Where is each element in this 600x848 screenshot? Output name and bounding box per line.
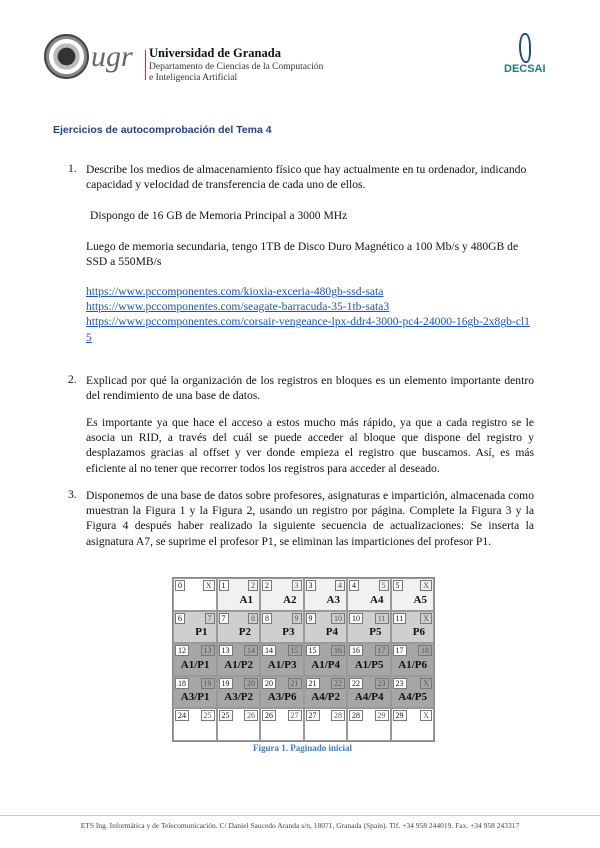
next-page-pointer: 10 [331, 613, 345, 624]
page-cell [260, 676, 304, 709]
record-label: A4/P2 [311, 691, 340, 704]
page-cell [391, 578, 435, 611]
page-number: 6 [175, 613, 185, 624]
next-page-pointer: 8 [248, 613, 258, 624]
page-number: 2 [262, 580, 272, 591]
page-number: 26 [262, 710, 276, 721]
record-label: A1 [239, 593, 253, 606]
next-page-pointer: 13 [201, 645, 215, 656]
next-page-pointer: X [420, 710, 432, 721]
link-ram[interactable]: https://www.pccomponentes.com/corsair-vengeance-lpx-ddr4-3000-pc4-24000-16gb-2x8gb-cl15 [86, 315, 530, 344]
q1-number: 1. [68, 162, 77, 175]
next-page-pointer: 4 [335, 580, 345, 591]
record-label: A1/P6 [398, 658, 427, 671]
record-label: P5 [369, 626, 382, 639]
page-cell [304, 676, 348, 709]
q1-answer-ram: Dispongo de 16 GB de Memoria Principal a 3000 MHz [90, 209, 348, 222]
ugr-crest-logo [44, 34, 89, 79]
page-cell [217, 708, 261, 741]
page-number: 10 [349, 613, 363, 624]
next-page-pointer: 25 [201, 710, 215, 721]
q2-answer: Es importante ya que hace el acceso a estos mucho más rápido, ya que a cada registro se le asocia un RID, a través del cuál se puede acceder al bloque que dispone del registro y desplazamos gracias al offset y ver donde empieza el registro que buscamos. Así, es más eficiente al no tener que recorrer todos los registros para acceder al deseado. [86, 416, 534, 475]
figure-1-page-grid [172, 577, 435, 742]
next-page-pointer: 17 [375, 645, 389, 656]
page-cell [304, 708, 348, 741]
page-cell [304, 611, 348, 644]
record-label: A2 [283, 593, 297, 606]
department-line2: e Inteligencia Artificial [149, 73, 238, 83]
page-cell [217, 676, 261, 709]
page-number: 0 [175, 580, 185, 591]
page-cell [347, 611, 391, 644]
page-cell [260, 643, 304, 676]
page-cell [347, 643, 391, 676]
q3-text: Disponemos de una base de datos sobre profesores, asignaturas e impartición, almacenada como muestran la Figura 1 y la Figura 2, usando un registro por página. Complete la Figura 3 y la Figura 4 después haber realizado la siguiente secuencia de actualizaciones: Se inserta la asignatura A7, se suprime el profesor P1, se eliminan las imparticiones del profesor P1. [86, 489, 534, 548]
next-page-pointer: 11 [375, 613, 389, 624]
page-number: 22 [349, 678, 363, 689]
page-cell [304, 643, 348, 676]
record-label: A1/P4 [311, 658, 340, 671]
page-number: 27 [306, 710, 320, 721]
link-ssd[interactable]: https://www.pccomponentes.com/kioxia-exceria-480gb-ssd-sata [86, 285, 384, 298]
next-page-pointer: 23 [375, 678, 389, 689]
page-cell [347, 578, 391, 611]
record-label: A4 [370, 593, 384, 606]
next-page-pointer: 16 [331, 645, 345, 656]
next-page-pointer: 29 [375, 710, 389, 721]
page-cell [260, 578, 304, 611]
page-number: 19 [219, 678, 233, 689]
next-page-pointer: 28 [331, 710, 345, 721]
page-number: 3 [306, 580, 316, 591]
page-cell [391, 708, 435, 741]
page-number: 29 [393, 710, 407, 721]
q2-number: 2. [68, 373, 77, 386]
department-line1: Departamento de Ciencias de la Computación [149, 62, 324, 72]
page-cell [173, 676, 217, 709]
q1-links [86, 284, 534, 345]
record-label: A3 [326, 593, 340, 606]
page-cell [260, 708, 304, 741]
page-cell [304, 578, 348, 611]
decsai-logo-text: DECSAI [504, 63, 546, 75]
page-cell [347, 708, 391, 741]
next-page-pointer: 18 [418, 645, 432, 656]
page-cell [217, 611, 261, 644]
footer-text: ETS Ing. Informática y de Telecomunicación. C/ Daniel Saucedo Aranda s/n, 18071, Granada (Spain). Tlf. +34 958 244019. Fax. +34 958 243317 [80, 821, 520, 830]
page-number: 23 [393, 678, 407, 689]
page-number: 11 [393, 613, 407, 624]
next-page-pointer: 3 [292, 580, 302, 591]
link-hdd[interactable]: https://www.pccomponentes.com/seagate-barracuda-35-1tb-sata3 [86, 300, 390, 314]
record-label: P4 [325, 626, 338, 639]
page-number: 4 [349, 580, 359, 591]
page-number: 15 [306, 645, 320, 656]
ugr-logo-text: ugr [91, 40, 133, 73]
record-label: P2 [238, 626, 251, 639]
record-label: A5 [413, 593, 427, 606]
page-title: Ejercicios de autocomprobación del Tema 4 [53, 124, 272, 136]
next-page-pointer: X [420, 613, 432, 624]
next-page-pointer: 26 [244, 710, 258, 721]
page-cell [391, 676, 435, 709]
page-cell [173, 578, 217, 611]
page-number: 20 [262, 678, 276, 689]
page-number: 12 [175, 645, 189, 656]
next-page-pointer: 27 [288, 710, 302, 721]
record-label: A1/P3 [267, 658, 297, 671]
page-number: 17 [393, 645, 407, 656]
page-number: 5 [393, 580, 403, 591]
next-page-pointer: 22 [331, 678, 345, 689]
next-page-pointer: 7 [205, 613, 215, 624]
q2-text: Explicad por qué la organización de los registros en bloques es un elemento importante dentro del rendimiento de una base de datos. [86, 374, 534, 403]
record-label: P1 [195, 626, 208, 639]
footer-rule [0, 815, 600, 816]
page-cell [260, 611, 304, 644]
header-divider [145, 50, 146, 80]
q3-number: 3. [68, 488, 77, 501]
page-cell [173, 708, 217, 741]
next-page-pointer: 5 [379, 580, 389, 591]
page-number: 7 [219, 613, 229, 624]
page-number: 9 [306, 613, 316, 624]
page-number: 21 [306, 678, 320, 689]
next-page-pointer: 14 [244, 645, 258, 656]
page-number: 8 [262, 613, 272, 624]
next-page-pointer: X [203, 580, 215, 591]
university-name: Universidad de Granada [149, 46, 281, 60]
page-number: 25 [219, 710, 233, 721]
page-number: 14 [262, 645, 276, 656]
next-page-pointer: 21 [288, 678, 302, 689]
page-number: 24 [175, 710, 189, 721]
page-cell [347, 676, 391, 709]
record-label: A4/P4 [354, 691, 384, 704]
record-label: A1/P5 [354, 658, 384, 671]
record-label: P3 [282, 626, 295, 639]
figure-1-caption: Figura 1. Paginado inicial [252, 743, 352, 753]
q1-text: Describe los medios de almacenamiento físico que hay actualmente en tu ordenador, indicando capacidad y velocidad de transferencia de cada uno de ellos. [86, 163, 527, 192]
next-page-pointer: 15 [288, 645, 302, 656]
page-cell [391, 643, 435, 676]
page-number: 18 [175, 678, 189, 689]
page-number: 16 [349, 645, 363, 656]
next-page-pointer: 19 [201, 678, 215, 689]
page-number: 1 [219, 580, 229, 591]
next-page-pointer: X [420, 580, 432, 591]
q1-answer-storage: Luego de memoria secundaria, tengo 1TB de Disco Duro Magnético a 100 Mb/s y 480GB de SSD a 550MB/s [86, 240, 519, 269]
record-label: A1/P1 [180, 658, 210, 671]
record-label: A4/P5 [398, 691, 427, 704]
page-cell [217, 578, 261, 611]
page-cell [391, 611, 435, 644]
next-page-pointer: 2 [248, 580, 258, 591]
record-label: A1/P2 [224, 658, 253, 671]
page-cell [217, 643, 261, 676]
decsai-swirl-icon [519, 33, 531, 63]
next-page-pointer: 9 [292, 613, 302, 624]
next-page-pointer: X [420, 678, 432, 689]
record-label: P6 [412, 626, 425, 639]
page-cell [173, 611, 217, 644]
next-page-pointer: 20 [244, 678, 258, 689]
page-number: 28 [349, 710, 363, 721]
record-label: A3/P6 [267, 691, 297, 704]
page-number: 13 [219, 645, 233, 656]
record-label: A3/P2 [224, 691, 253, 704]
record-label: A3/P1 [180, 691, 210, 704]
page-cell [173, 643, 217, 676]
